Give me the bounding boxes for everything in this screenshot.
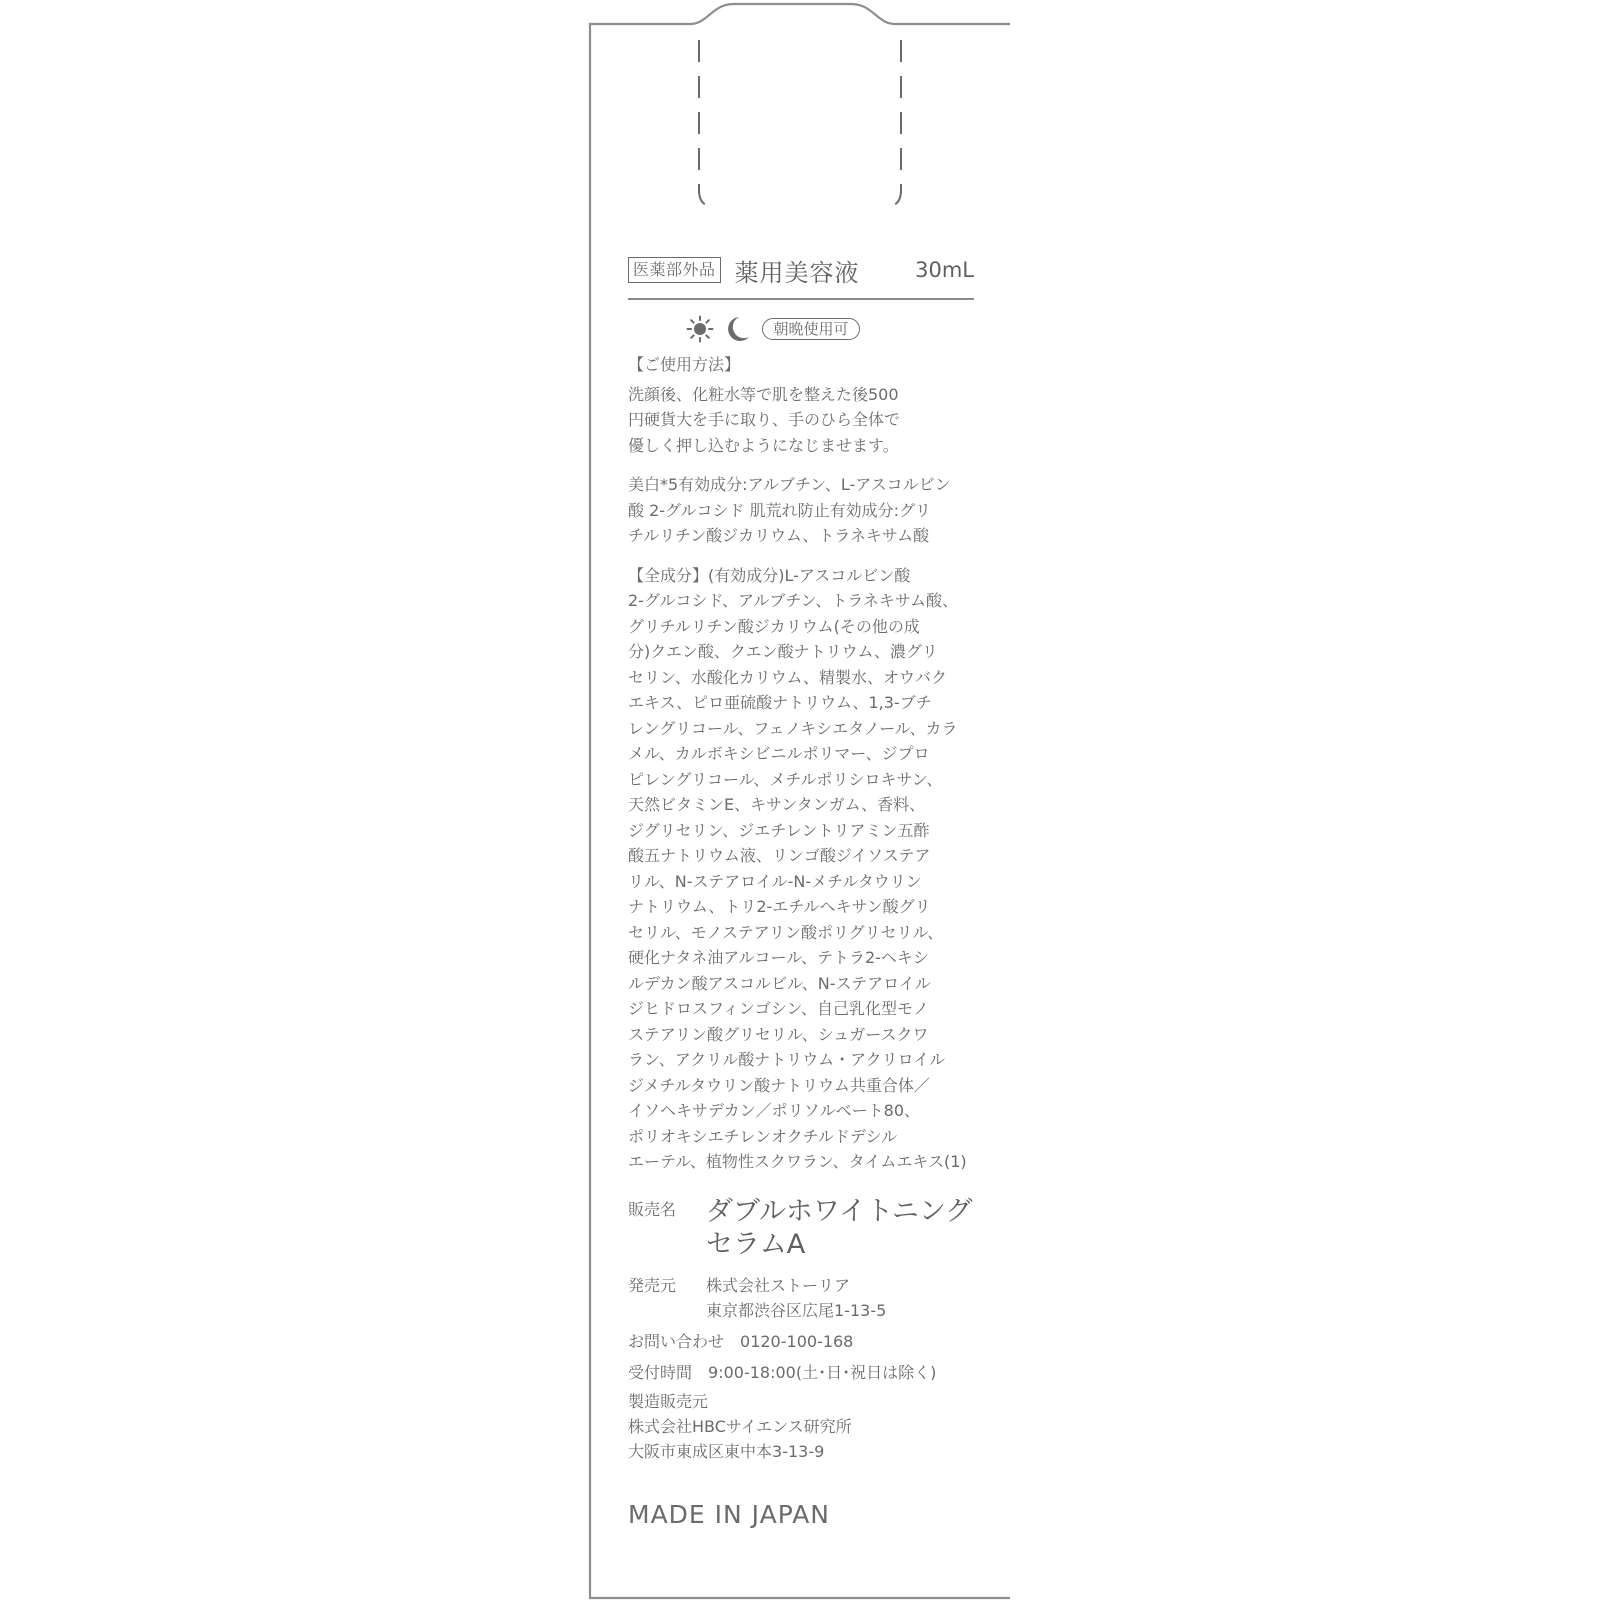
volume: 30mL [915, 258, 974, 282]
full-ingredients-list [628, 563, 978, 1175]
active-line: チルリチン酸ジカリウム、トラネキサム酸 [628, 526, 930, 545]
ingredient-line: ステアリン酸グリセリル、シュガースクワ [628, 1024, 929, 1044]
ingredient-line: ジグリセリン、ジエチレントリアミン五酢 [628, 820, 930, 840]
ingredient-line: ルデカン酸アスコルビル、N-ステアロイル [628, 973, 931, 993]
sales-name-line: セラムA [706, 1228, 806, 1260]
manufacturer-info [628, 1414, 978, 1464]
active-line: 美白*5有効成分:アルブチン、L-アスコルビン [628, 475, 951, 494]
ingredient-line: レングリコール、フェノキシエタノール、カラ [628, 718, 958, 738]
usage-heading: 【ご使用方法】 [628, 355, 741, 374]
ingredient-line: ジヒドロスフィンゴシン、自己乳化型モノ [628, 999, 929, 1018]
active-line: 酸 2-グルコシド 肌荒れ防止有効成分:グリ [628, 500, 932, 520]
usage-line: 優しく押し込むようになじませます。 [628, 435, 899, 455]
manufacturer-label: 製造販売元 [628, 1391, 709, 1411]
seller-label: 発売元 [628, 1275, 677, 1295]
sales-name-line: ダブルホワイトニング [706, 1195, 973, 1227]
ingredient-line: 天然ビタミンE、キサンタンガム、香料、 [628, 795, 926, 814]
ingredient-line: グリチルリチン酸ジカリウム(その他の成 [628, 616, 920, 636]
seller-address: 東京都渋谷区広尾1-13-5 [706, 1300, 887, 1320]
made-in-japan: MADE IN JAPAN [628, 1499, 831, 1529]
ingredient-line: ラン、アクリル酸ナトリウム・アクリロイル [628, 1050, 946, 1069]
usage-time-row [628, 314, 978, 344]
contact-phone: 0120-100-168 [740, 1331, 854, 1351]
sales-name-row [628, 1195, 978, 1261]
manufacturer-address: 大阪市東成区東中本3-13-9 [628, 1441, 825, 1461]
ingredient-line: エキス、ピロ亜硫酸ナトリウム、1,3-ブチ [628, 693, 932, 712]
seller-company: 株式会社ストーリア [706, 1275, 851, 1295]
sales-name-label: 販売名 [628, 1199, 677, 1219]
hours-value: 9:00-18:00(土･日･祝日は除く) [708, 1362, 937, 1382]
product-header [628, 252, 978, 288]
usage-instructions [628, 382, 978, 459]
label-panel [628, 252, 978, 1529]
ingredient-line: セリン、水酸化カリウム、精製水、オウバク [628, 667, 948, 687]
contact-label: お問い合わせ [628, 1331, 725, 1351]
product-type: 薬用美容液 [734, 258, 860, 287]
hours-label: 受付時間 [628, 1362, 693, 1382]
sun-icon [686, 315, 714, 343]
ingredient-line: メル、カルボキシビニルポリマー、ジプロ [628, 744, 930, 763]
ingredient-line: 硬化ナタネ油アルコール、テトラ2-ヘキシ [628, 948, 929, 967]
ingredient-line: エーテル、植物性スクワラン、タイムエキス(1) [628, 1152, 967, 1171]
ingredient-line: ピレングリコール、メチルポリシロキサン、 [628, 769, 943, 789]
manufacturer-company: 株式会社HBCサイエンス研究所 [628, 1416, 852, 1436]
ingredient-line: ジメチルタウリン酸ナトリウム共重合体／ [628, 1075, 930, 1095]
quasi-drug-badge: 医薬部外品 [628, 257, 721, 283]
morning-night-use-badge: 朝晩使用可 [762, 318, 859, 340]
header-divider [628, 298, 974, 300]
ingredient-line: 2-グルコシド、アルブチン、トラネキサム酸、 [628, 591, 959, 610]
ingredient-line: ナトリウム、トリ2-エチルヘキサン酸グリ [628, 897, 931, 916]
ingredient-line: ポリオキシエチレンオクチルドデシル [628, 1126, 898, 1146]
ingredient-line: イソヘキサデカン／ポリソルベート80、 [628, 1101, 921, 1120]
ingredient-line: 酸五ナトリウム液、リンゴ酸ジイソステア [628, 846, 931, 865]
usage-line: 洗顔後、化粧水等で肌を整えた後500 [628, 384, 899, 404]
seller-row [628, 1273, 978, 1323]
ingredient-line: セリル、モノステアリン酸ポリグリセリル、 [628, 922, 944, 942]
usage-line: 円硬貨大を手に取り、手のひら全体で [628, 410, 901, 429]
active-ingredients [628, 472, 978, 549]
hours-row [628, 1360, 978, 1385]
moon-icon [724, 315, 750, 343]
contact-row [628, 1329, 978, 1354]
hanger-cutout [699, 40, 901, 206]
ingredient-line: 【全成分】(有効成分)L-アスコルビン酸 [628, 565, 911, 585]
ingredient-line: リル、N-ステアロイル-N-メチルタウリン [628, 871, 922, 891]
ingredient-line: 分)クエン酸、クエン酸ナトリウム、濃グリ [628, 642, 938, 661]
